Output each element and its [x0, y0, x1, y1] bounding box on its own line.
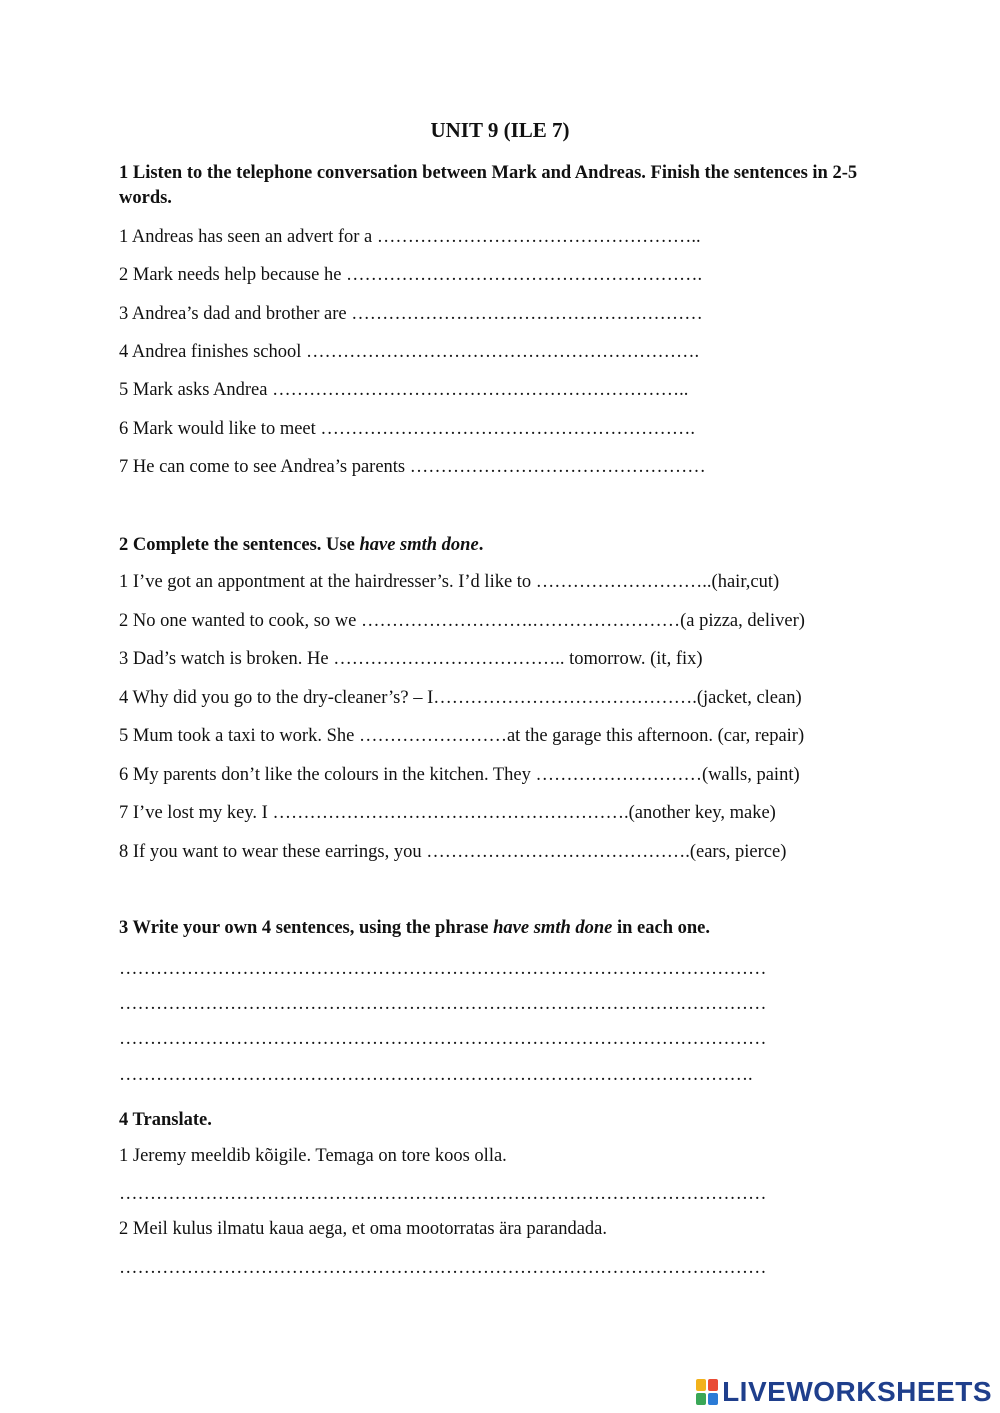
translate-prompt: 2 Meil kulus ilmatu kaua aega, et oma mootorratas ära parandada. — [119, 1219, 608, 1239]
section3-heading-italic: have smth done — [493, 918, 613, 938]
section2-item: 2 No one wanted to cook, so we ……………………….……………………(a pizza, deliver) — [119, 611, 805, 631]
section3-answer-line[interactable]: …………………………………………………………………………………………… — [119, 1029, 767, 1049]
section2-heading — [119, 533, 483, 557]
section1-heading: 1 Listen to the telephone conversation between Mark and Andreas. Finish the sentences in 2-5 words. — [119, 163, 858, 208]
section1-item: 4 Andrea finishes school ………………………………………………………. — [119, 342, 700, 362]
section1-item: 6 Mark would like to meet ……………………………………………………. — [119, 419, 696, 439]
section1-item: 2 Mark needs help because he …………………………………………………. — [119, 265, 703, 285]
section2-item: 3 Dad’s watch is broken. He ……………………………….. tomorrow. (it, fix) — [119, 649, 703, 669]
section3-heading-prefix: 3 Write your own 4 sentences, using the phrase — [119, 918, 494, 938]
section2-item: 1 I’ve got an appontment at the hairdresser’s. I’d like to ………………………..(hair,cut) — [119, 572, 780, 592]
section2-item: 6 My parents don’t like the colours in the kitchen. They ………………………(walls, paint) — [119, 765, 800, 785]
translate-answer-line[interactable]: …………………………………………………………………………………………… — [119, 1258, 767, 1278]
section1-item: 7 He can come to see Andrea’s parents ………………………………………… — [119, 457, 706, 477]
liveworksheets-logo[interactable] — [696, 1375, 992, 1409]
section3-answer-line[interactable]: …………………………………………………………………………………………. — [119, 1065, 753, 1085]
section1-item: 3 Andrea’s dad and brother are ………………………………………………… — [119, 304, 703, 324]
liveworksheets-brand-text: LIVEWORKSHEETS — [722, 1376, 992, 1407]
page-title: UNIT 9 (ILE 7) — [430, 118, 570, 142]
section2-item: 5 Mum took a taxi to work. She ……………………at the garage this afternoon. (car, repair) — [119, 726, 805, 746]
translate-answer-line[interactable]: …………………………………………………………………………………………… — [119, 1184, 767, 1204]
translate-prompt: 1 Jeremy meeldib kõigile. Temaga on tore koos olla. — [119, 1146, 507, 1166]
section1-item: 1 Andreas has seen an advert for a …………………………………………….. — [119, 227, 701, 247]
section3-heading — [119, 916, 710, 940]
section3-heading-suffix: in each one. — [612, 918, 711, 938]
section2-heading-italic: have smth done — [359, 535, 479, 555]
section3-answer-line[interactable]: …………………………………………………………………………………………… — [119, 994, 767, 1014]
section2-heading-suffix: . — [478, 535, 484, 555]
section2-heading-prefix: 2 Complete the sentences. Use — [119, 535, 360, 555]
liveworksheets-logo-icon — [696, 1379, 718, 1405]
section1-item: 5 Mark asks Andrea ………………………………………………………….. — [119, 380, 689, 400]
section2-item: 8 If you want to wear these earrings, you …………………………………….(ears, pierce) — [119, 842, 787, 862]
section3-answer-line[interactable]: …………………………………………………………………………………………… — [119, 959, 767, 979]
section4-heading: 4 Translate. — [119, 1110, 212, 1130]
section2-item: 7 I’ve lost my key. I ………………………………………………….(another key, make) — [119, 803, 776, 823]
section2-item: 4 Why did you go to the dry-cleaner’s? – I…………………………………….(jacket, clean) — [119, 688, 802, 708]
